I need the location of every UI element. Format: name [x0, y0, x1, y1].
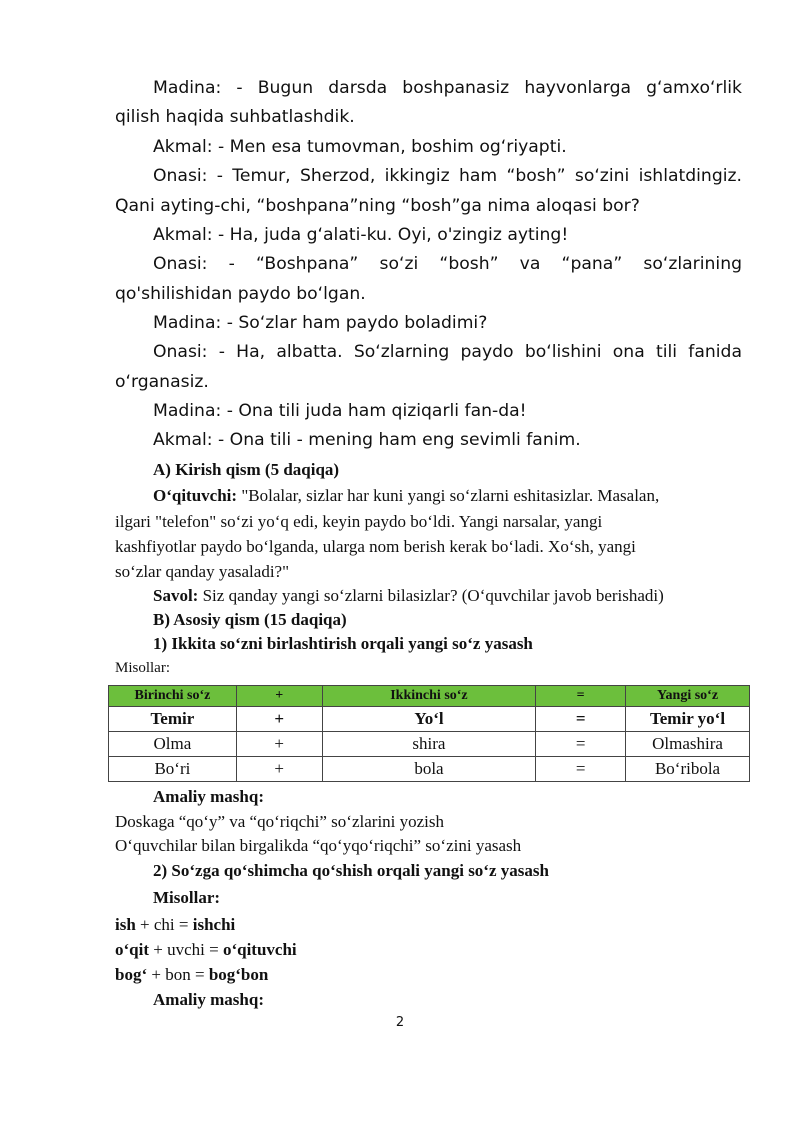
table-cell: + — [236, 757, 322, 782]
teacher-quote-line: so‘zlar qanday yasaladi?" — [115, 562, 290, 581]
teacher-text: "Bolalar, sizlar har kuni yangi so‘zlarni eshitasizlar. Masalan, — [237, 486, 660, 505]
table-cell: + — [236, 732, 322, 757]
table-header: Birinchi so‘z — [109, 686, 237, 707]
table-header: Ikkinchi so‘z — [322, 686, 536, 707]
table-cell: bola — [322, 757, 536, 782]
table-header: = — [536, 686, 626, 707]
example-suffix: + bon = — [147, 965, 209, 984]
word-formation-table — [108, 685, 750, 782]
question-line — [153, 586, 780, 606]
practice-label: Amaliy mashq: — [153, 990, 264, 1009]
dialogue-line: Madina: - Bugun darsda boshpanasiz hayvonlarga g‘amxo‘rlik — [153, 78, 742, 98]
examples-label-text: Misollar: — [153, 888, 221, 907]
dialogue-line: Onasi: - Temur, Sherzod, ikkingiz ham “bosh” so‘zini ishlatdingiz. — [153, 166, 742, 186]
examples-label — [115, 660, 742, 677]
dialogue-line: qo'shilishidan paydo bo‘lgan. — [115, 284, 366, 304]
suffix-example — [115, 965, 742, 985]
dialogue-line: Akmal: - Men esa tumovman, boshim og‘riyapti. — [153, 137, 567, 157]
teacher-quote-line: kashfiyotlar paydo bo‘lganda, ularga nom berish kerak bo‘ladi. Xo‘sh, yangi — [115, 537, 636, 556]
table-row — [109, 707, 750, 732]
table-cell: Olma — [109, 732, 237, 757]
example-result: ishchi — [192, 915, 236, 934]
practice-line: O‘quvchilar bilan birgalikda “qo‘yqo‘riqchi” so‘zini yasash — [115, 836, 522, 855]
page-number: 2 — [395, 1015, 405, 1030]
teacher-quote-line — [153, 486, 780, 506]
suffix-example — [115, 915, 742, 935]
dialogue-line: Akmal: - Ona tili - mening ham eng sevimli fanim. — [153, 430, 581, 450]
table-header: Yangi so‘z — [626, 686, 750, 707]
teacher-quote-line: ilgari "telefon" so‘zi yo‘q edi, keyin paydo bo‘ldi. Yangi narsalar, yangi — [115, 512, 603, 531]
example-root: o‘qit — [115, 940, 149, 959]
table-cell: Temir yo‘l — [626, 707, 750, 732]
table-header-row — [109, 686, 750, 707]
teacher-label: O‘qituvchi: — [153, 486, 238, 505]
dialogue-line: Onasi: - “Boshpana” so‘zi “bosh” va “pana” so‘zlarining — [153, 254, 742, 274]
table-row — [109, 732, 750, 757]
example-root: ish — [115, 915, 136, 934]
table-row — [109, 757, 750, 782]
subsection-heading: 2) So‘zga qo‘shimcha qo‘shish orqali yangi so‘z yasash — [153, 861, 549, 880]
table-cell: = — [536, 732, 626, 757]
practice-line: Doskaga “qo‘y” va “qo‘riqchi” so‘zlarini yozish — [115, 812, 445, 831]
table-cell: shira — [322, 732, 536, 757]
examples-label — [153, 888, 780, 908]
table-cell: Bo‘ribola — [626, 757, 750, 782]
dialogue-line: Madina: - So‘zlar ham paydo boladimi? — [153, 313, 488, 333]
table-cell: = — [536, 757, 626, 782]
dialogue-line: Akmal: - Ha, juda g‘alati-ku. Oyi, o'zingiz ayting! — [153, 225, 569, 245]
example-root: bog‘ — [115, 965, 148, 984]
dialogue-line: o‘rganasiz. — [115, 372, 209, 392]
example-result: o‘qituvchi — [222, 940, 297, 959]
example-result: bog‘bon — [208, 965, 269, 984]
table-cell: = — [536, 707, 626, 732]
example-suffix: + uvchi = — [149, 940, 223, 959]
table-cell: + — [236, 707, 322, 732]
practice-label: Amaliy mashq: — [153, 787, 264, 806]
dialogue-line: qilish haqida suhbatlashdik. — [115, 107, 355, 127]
dialogue-line: Onasi: - Ha, albatta. So‘zlarning paydo bo‘lishini ona tili fanida — [153, 342, 742, 362]
table-cell: Olmashira — [626, 732, 750, 757]
examples-label-text: Misollar: — [115, 660, 170, 676]
question-text: Siz qanday yangi so‘zlarni bilasizlar? (O‘quvchilar javob berishadi) — [198, 586, 664, 605]
table-cell: Yo‘l — [322, 707, 536, 732]
suffix-example — [115, 940, 742, 960]
table-cell: Bo‘ri — [109, 757, 237, 782]
dialogue-line: Madina: - Ona tili juda ham qiziqarli fan-da! — [153, 401, 527, 421]
table-header: + — [236, 686, 322, 707]
subsection-heading: 1) Ikkita so‘zni birlashtirish orqali yangi so‘z yasash — [153, 634, 533, 653]
section-heading: B) Asosiy qism (15 daqiqa) — [153, 610, 347, 629]
example-suffix: + chi = — [135, 915, 193, 934]
question-label: Savol: — [153, 586, 199, 605]
section-heading: A) Kirish qism (5 daqiqa) — [153, 460, 340, 479]
dialogue-line: Qani ayting-chi, “boshpana”ning “bosh”ga nima aloqasi bor? — [115, 196, 640, 216]
table-cell: Temir — [109, 707, 237, 732]
